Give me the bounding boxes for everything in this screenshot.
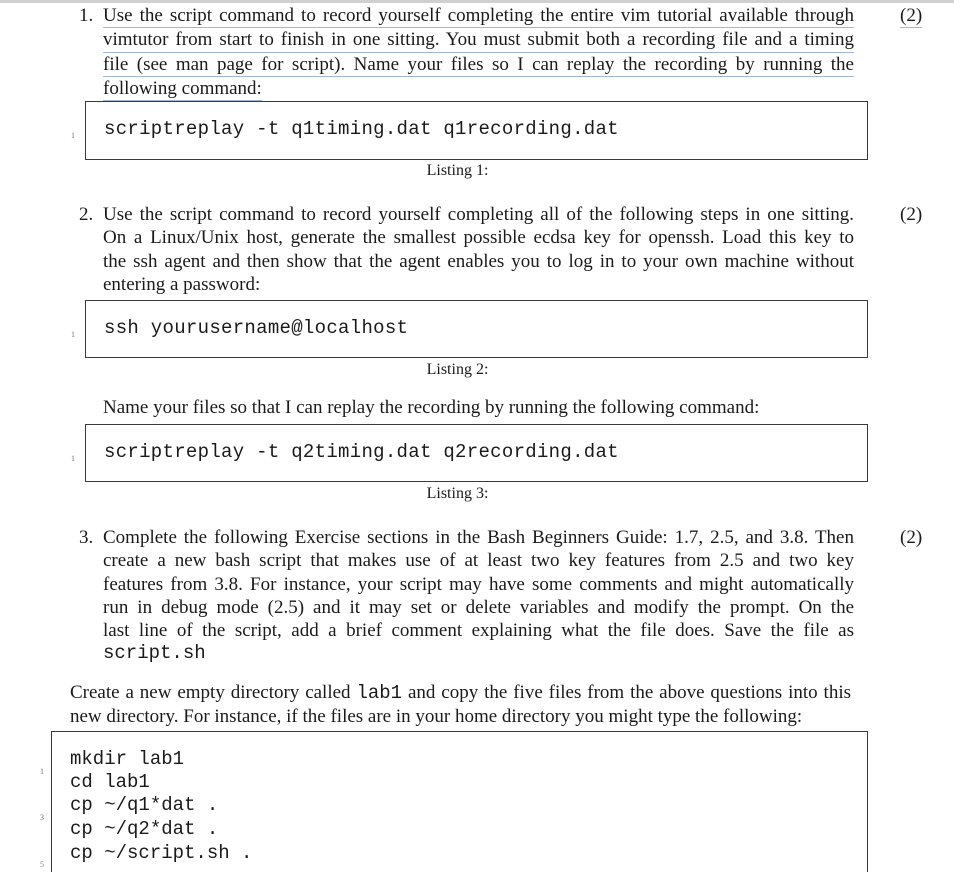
question-text — [103, 4, 854, 101]
text-line: last line of the script, add a brief comment explaining what the file does. Save the file as — [103, 620, 854, 642]
code-line: mkdir lab1 — [70, 748, 185, 770]
question-3 — [79, 526, 854, 666]
line-number: 1 — [71, 330, 75, 339]
listing-3-box — [85, 424, 868, 482]
code-line: cp ~/q1*dat . — [70, 794, 219, 816]
points-badge: (2) — [900, 204, 923, 225]
question-1 — [79, 4, 854, 101]
listing-caption: Listing 1: — [426, 162, 489, 179]
listing-caption: Listing 2: — [426, 361, 489, 378]
text-line: Use the script command to record yourself completing all of the following steps in one sitting. — [103, 204, 854, 225]
question-2 — [79, 203, 854, 296]
code-line: scriptreplay -t q1timing.dat q1recording.dat — [104, 118, 619, 140]
text-line: vimtutor from start to finish in one sitting. You must submit both a recording file and a timing — [103, 28, 854, 52]
code-line: ssh yourusername@localhost — [104, 317, 409, 339]
text-line: file (see man page for script). Name your files so I can replay the recording by running the — [103, 53, 854, 77]
code-line: cd lab1 — [70, 771, 150, 793]
text-line: entering a password: — [103, 273, 261, 295]
text-line: create a new bash script that makes use of at least two key features from 2.5 and two key — [103, 550, 854, 572]
text-line: Use the script command to record yourself completing the entire vim tutorial available through — [103, 4, 854, 28]
text-line: run in debug mode (2.5) and it may set or delete variables and modify the prompt. On the — [103, 596, 854, 618]
text-line: the ssh agent and then show that the agent enables you to log in to your own machine without — [103, 250, 854, 272]
closing-paragraph — [70, 681, 851, 729]
text-line — [70, 681, 851, 705]
code-inline: script.sh — [103, 642, 206, 665]
question-text — [103, 203, 854, 296]
listing-caption: Listing 3: — [426, 485, 489, 502]
code-inline: lab1 — [356, 682, 403, 704]
points-badge: (2) — [900, 4, 922, 28]
line-number: 1 — [40, 767, 44, 776]
line-number: 5 — [40, 860, 44, 869]
text-line: Complete the following Exercise sections in the Bash Beginners Guide: 1.7, 2.5, and 3.8. Then — [103, 527, 854, 548]
line-number: 1 — [71, 454, 75, 463]
page-top-rule — [0, 0, 954, 3]
text-line: features from 3.8. For instance, your script may have some comments and might automatically — [103, 573, 854, 595]
text-line: On a Linux/Unix host, generate the smallest possible ecdsa key for openssh. Load this key to — [103, 227, 854, 249]
text-line: following command: — [103, 77, 262, 101]
question-number: 1. — [79, 5, 94, 26]
question-text — [103, 526, 854, 666]
question-2-followup: Name your files so that I can replay the recording by running the following command: — [103, 397, 760, 418]
text-span: and copy the five files from the above questions into this — [402, 682, 851, 703]
listing-2-box — [85, 300, 868, 358]
line-number: 3 — [40, 813, 44, 822]
text-span: Create a new empty directory called — [70, 682, 357, 703]
text-line: new directory. For instance, if the files are in your home directory you might type the following: — [70, 706, 803, 728]
line-number: 1 — [71, 131, 75, 140]
points-badge: (2) — [900, 527, 923, 548]
listing-1-box — [85, 101, 868, 160]
listing-4-box — [51, 731, 868, 872]
code-line: cp ~/script.sh . — [70, 842, 253, 864]
code-line: scriptreplay -t q2timing.dat q2recording.dat — [104, 441, 619, 463]
question-number: 2. — [79, 204, 94, 225]
code-line: cp ~/q2*dat . — [70, 818, 219, 840]
question-number: 3. — [79, 527, 94, 548]
